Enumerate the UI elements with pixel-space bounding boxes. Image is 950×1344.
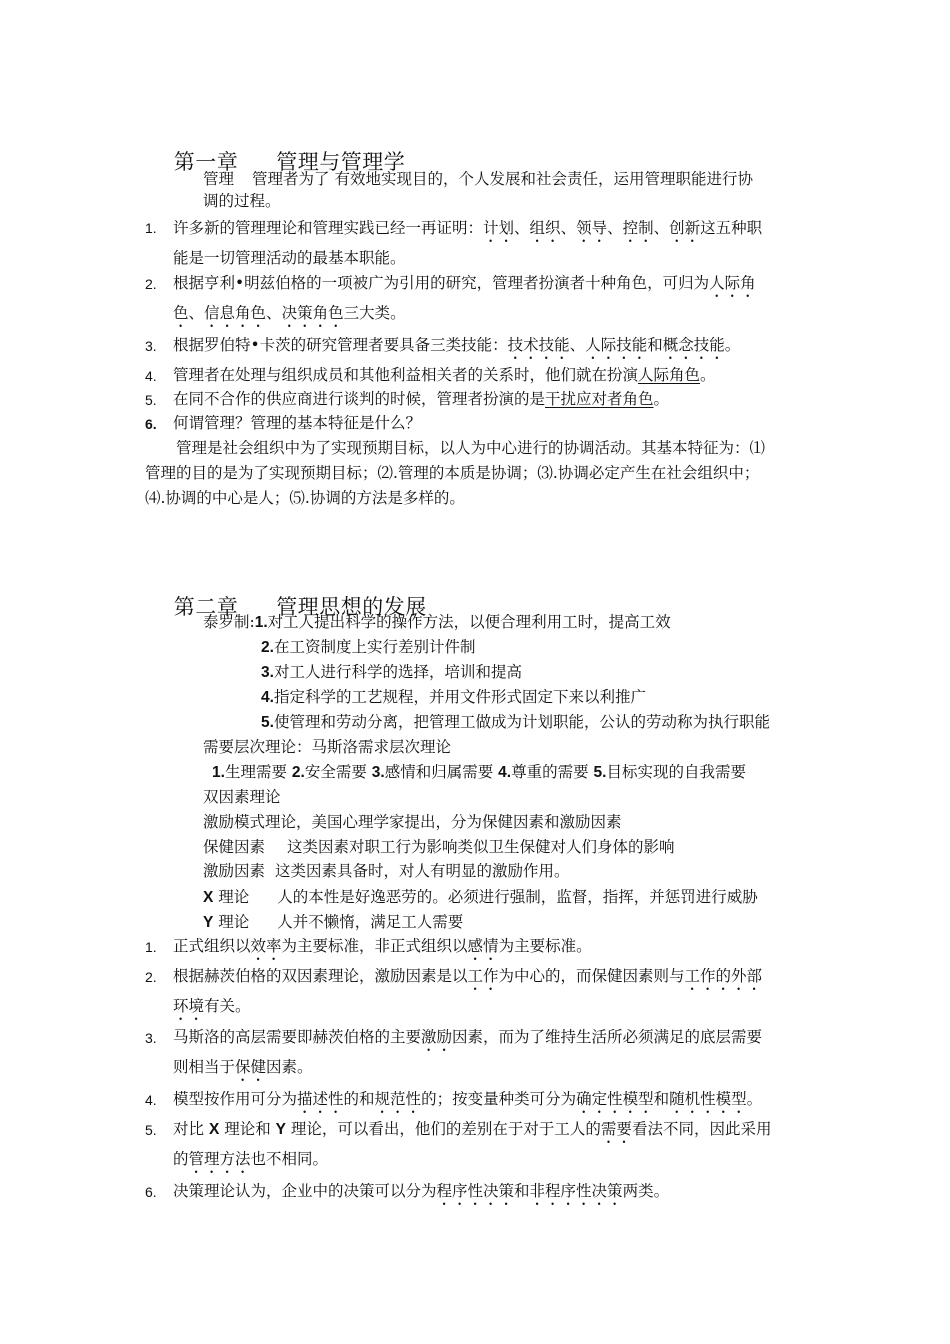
y-letter: Y	[275, 1121, 286, 1138]
text-run: 。	[746, 1090, 763, 1108]
emphasis-text: 领导	[576, 219, 608, 237]
taylor-line-5	[261, 712, 770, 733]
text-run: 根据罗伯特•卡茨的研究管理者要具备三类技能：	[173, 336, 508, 354]
emphasis-text: 人际角	[709, 274, 756, 292]
step-text: 指定科学的工艺规程，并用文件形式固定下来以利推广	[273, 688, 646, 706]
y-letter: Y	[203, 914, 214, 931]
emphasis-text: 程序性决策	[436, 1182, 515, 1200]
emphasis-text: 色	[173, 304, 189, 322]
text-run: 因素。	[266, 1058, 313, 1076]
ch2-item-5-line-1	[173, 1119, 771, 1147]
emphasis-text: 激励	[421, 1028, 453, 1046]
underlined-text: 人际角色	[638, 366, 701, 384]
ch2-item-6-line	[173, 1181, 669, 1209]
motivator-label: 激励因素	[203, 862, 266, 880]
underlined-text: 干扰应对者角色	[545, 390, 654, 408]
hygiene-text: 这类因素对职工行为影响类似卫生保健对人们身体的影响	[287, 838, 675, 856]
text-run: 和	[653, 1090, 670, 1108]
text-run: 、	[560, 219, 577, 237]
emphasis-text: 组织	[529, 219, 561, 237]
ch1-item-2-line-2	[173, 303, 406, 331]
text-run: 的；按变量种类可分为	[421, 1090, 577, 1108]
ch2-item-5-number: 5.	[145, 1122, 157, 1138]
ch1-item-6-line: 何谓管理？管理的基本特征是什么？	[173, 414, 422, 432]
text-run: 为主要标准，非正式组织以	[281, 937, 468, 955]
text-run: 则相当于	[173, 1058, 236, 1076]
text-run: 和	[514, 1182, 530, 1200]
level-text: 目标实现的自我需要	[606, 763, 746, 781]
text-run: 模型按作用可分为	[173, 1090, 298, 1108]
step-number: 1.	[254, 614, 268, 631]
taylor-line-4	[261, 687, 646, 708]
text-run: 为中心的，而保健因素则与	[498, 967, 685, 985]
text-run: 三大类。	[343, 304, 406, 322]
taylor-line-2	[261, 637, 475, 658]
taylor-label: 泰罗制:	[203, 613, 255, 631]
text-run: 、	[514, 219, 530, 237]
two-factor-title: 双因素理论	[203, 788, 281, 806]
level-text: 感情和归属需要	[384, 763, 499, 781]
ch2-item-1-number: 1.	[145, 939, 157, 955]
ch2-item-1-line	[173, 936, 592, 964]
maslow-title: 需要层次理论：马斯洛需求层次理论	[203, 738, 452, 756]
emphasis-text: 环境	[173, 997, 205, 1015]
emphasis-text: 非程序性决策	[529, 1182, 623, 1200]
y-theory-line	[203, 912, 463, 933]
level-number: 4.	[498, 764, 512, 781]
step-text: 在工资制度上实行差别计件制	[273, 638, 476, 656]
motivator-line	[203, 861, 570, 881]
x-letter: X	[208, 1121, 220, 1138]
ch2-item-4-number: 4.	[145, 1092, 157, 1108]
ch1-item-1-line-1	[173, 218, 762, 246]
ch1-item-5-number: 5.	[145, 392, 157, 408]
ch1-item-3-line	[173, 335, 740, 363]
chapter-1-title: 第一章	[173, 150, 239, 174]
ch2-item-2-line-1	[173, 966, 762, 994]
definition-text: 管理者为了 有效地实现目的，个人发展和社会责任，运用管理职能进行协	[252, 170, 753, 188]
emphasis-text: 需要	[600, 1120, 632, 1138]
text-run: 看法不同，因此采用	[631, 1120, 772, 1138]
ch2-item-3-number: 3.	[145, 1030, 157, 1046]
emphasis-text: 控制	[622, 219, 654, 237]
emphasis-text: 效率	[250, 937, 282, 955]
x-label: 理论	[218, 888, 250, 906]
text-run: 在同不合作的供应商进行谈判的时候，管理者扮演的是	[173, 390, 546, 408]
ch1-item-6-number: 6.	[145, 416, 157, 432]
answer-line-3: ⑷.协调的中心是人；⑸.协调的方法是多样的。	[145, 489, 465, 507]
text-run: 、	[607, 219, 623, 237]
ch2-item-2-line-2	[173, 996, 251, 1024]
emphasis-text: 计划	[483, 219, 515, 237]
level-text: 生理需要	[224, 763, 292, 781]
step-number: 3.	[261, 664, 274, 681]
text-run: 。	[724, 336, 741, 354]
y-label: 理论	[218, 913, 250, 931]
ch2-item-3-line-1	[173, 1027, 762, 1055]
x-letter: X	[203, 889, 214, 906]
definition-line-2: 调的过程。	[203, 192, 281, 210]
ch1-item-2-line-1	[173, 273, 756, 301]
text-run: 的	[173, 1150, 189, 1168]
hygiene-line	[203, 837, 675, 857]
x-theory-line	[203, 887, 758, 908]
maslow-levels	[212, 762, 746, 783]
text-run: 根据亨利•明兹伯格的一项被广为引用的研究，管理者扮演者十种角色，可归为	[173, 274, 710, 292]
ch2-item-3-line-2	[173, 1057, 313, 1085]
text-run: 两类。	[622, 1182, 670, 1200]
text-run: 有关。	[204, 997, 251, 1015]
ch1-item-4-line	[173, 365, 716, 385]
definition-term: 管理	[203, 170, 235, 188]
text-run: 对比	[173, 1120, 209, 1138]
text-run: 马斯洛的高层需要即赫茨伯格的主要	[173, 1028, 422, 1046]
text-run: 和	[647, 336, 663, 354]
emphasis-text: 概念技能	[662, 336, 725, 354]
text-run: 理论和	[219, 1120, 276, 1138]
step-number: 4.	[261, 689, 274, 706]
emphasis-text: 感情	[467, 937, 499, 955]
level-number: 3.	[371, 764, 385, 781]
ch1-item-1-number: 1.	[145, 220, 157, 236]
taylor-line-1	[203, 612, 671, 633]
level-number: 5.	[593, 764, 607, 781]
emphasis-text: 保健	[235, 1058, 267, 1076]
ch2-item-4-line	[173, 1089, 762, 1117]
emphasis-text: 描述性	[297, 1090, 344, 1108]
step-text: 对工人提出科学的操作方法，以便合理利用工时，提高工效	[267, 613, 671, 631]
motivation-model-line: 激励模式理论，美国心理学家提出，分为保健因素和激励因素	[203, 813, 622, 831]
answer-line-1: 管理是社会组织中为了实现预期目标，以人为中心进行的协调活动。其基本特征为：⑴	[176, 439, 766, 457]
text-run: 管理者在处理与组织成员和其他利益相关者的关系时，他们就在扮演	[173, 366, 639, 384]
step-number: 5.	[261, 714, 274, 731]
text-run: 正式组织以	[173, 937, 251, 955]
text-run: 、	[653, 219, 670, 237]
text-run: 许多新的管理理论和管理实践已经一再证明：	[173, 219, 484, 237]
ch1-item-2-number: 2.	[145, 276, 157, 292]
step-text: 使管理和劳动分离，把管理工做成为计划职能，公认的劳动称为执行职能	[273, 713, 770, 731]
motivator-text: 这类因素具备时，对人有明显的激励作用。	[275, 862, 570, 880]
text-run: 理论，可以看出，他们的差别在于对于工人的	[285, 1120, 601, 1138]
ch2-item-2-number: 2.	[145, 969, 157, 985]
level-number: 1.	[212, 764, 225, 781]
text-run: 决策理论认为，企业中的决策可以分为	[173, 1182, 437, 1200]
emphasis-text: 规范性	[374, 1090, 422, 1108]
emphasis-text: 工作的外部	[684, 967, 763, 985]
emphasis-text: 决策角色	[281, 304, 344, 322]
emphasis-text: 管理方法	[188, 1150, 251, 1168]
chapter-2-title: 第二章	[173, 595, 239, 619]
level-number: 2.	[291, 764, 305, 781]
ch1-item-3-number: 3.	[145, 338, 157, 354]
chapter-2-subtitle: 管理思想的发展	[276, 595, 427, 619]
text-run: 的和	[343, 1090, 375, 1108]
emphasis-text: 技术技能	[507, 336, 570, 354]
ch2-item-6-number: 6.	[145, 1184, 157, 1200]
answer-line-2: 管理的目的是为了实现预期目标；⑵.管理的本质是协调；⑶.协调必定产生在社会组织中；	[145, 464, 760, 482]
emphasis-text: 信息角色	[204, 304, 267, 322]
text-run: 、	[266, 304, 282, 322]
ch2-item-5-line-2	[173, 1149, 328, 1177]
text-run: 为主要标准。	[498, 937, 592, 955]
text-run: 因素，而为了维持生活所必须满足的底层需要	[452, 1028, 763, 1046]
text-run: 也不相同。	[250, 1150, 329, 1168]
chapter-2-heading	[145, 567, 427, 645]
text-run: 、	[569, 336, 586, 354]
emphasis-text: 创新	[669, 219, 701, 237]
text-run: 。	[700, 366, 716, 384]
text-run: 这五种职	[700, 219, 763, 237]
chapter-1-subtitle: 管理与管理学	[276, 150, 406, 174]
text-run: 根据赫茨伯格的双因素理论，激励因素是以	[173, 967, 468, 985]
ch1-item-1-line-2: 能是一切管理活动的最基本职能。	[173, 249, 406, 267]
taylor-line-3	[261, 662, 522, 683]
ch1-item-4-number: 4.	[145, 368, 157, 384]
ch1-item-5-line	[173, 389, 669, 409]
emphasis-text: 人际技能	[585, 336, 648, 354]
level-text: 安全需要	[304, 763, 372, 781]
emphasis-text: 确定性模型	[576, 1090, 654, 1108]
level-text: 尊重的需要	[511, 763, 594, 781]
emphasis-text: 工作	[467, 967, 499, 985]
text-run: 、	[188, 304, 205, 322]
emphasis-text: 随机性模型	[669, 1090, 747, 1108]
step-text: 对工人进行科学的选择，培训和提高	[273, 663, 522, 681]
x-text: 人的本性是好逸恶劳的。必须进行强制，监督，指挥，并惩罚进行威胁	[277, 888, 758, 906]
definition-line-1	[203, 169, 753, 189]
hygiene-label: 保健因素	[203, 838, 266, 856]
step-number: 2.	[261, 639, 274, 656]
y-text: 人并不懒惰，满足工人需要	[277, 913, 464, 931]
text-run: 。	[653, 390, 670, 408]
